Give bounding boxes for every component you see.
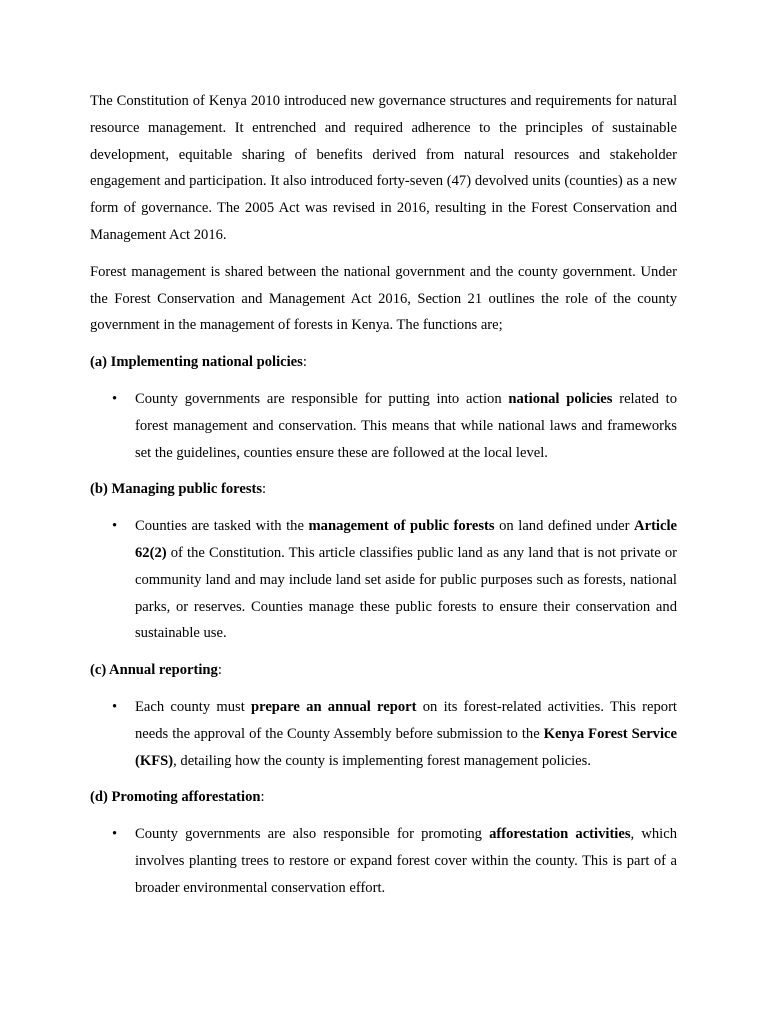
intro-paragraph-2: Forest management is shared between the national government and the county government. Under the Forest Conservation and Management Act 2016, Section 21 outlines the role of the county government in the management of forests in Kenya. The functions are; <box>90 263 677 334</box>
bullet-list-c <box>90 694 677 774</box>
section-heading-c <box>90 657 677 684</box>
bullet-icon: • <box>112 698 118 715</box>
text-run: Each county must <box>135 698 251 715</box>
text-run: Counties are tasked with the <box>135 518 309 535</box>
text-run: on its forest-related activities. This report needs the approval of the County Assembly before submission to the <box>135 698 677 742</box>
text-run: , detailing how the county is implementing forest management policies. <box>173 752 591 769</box>
text-run: of the Constitution. This article classifies public land as any land that is not private or community land and may include land set aside for public purposes such as forests, national parks, or reserves. Counties manage these public forests to ensure their conservation and sustainable use. <box>135 544 677 642</box>
text-run: County governments are also responsible for promoting <box>135 826 490 843</box>
section-heading-a <box>90 349 677 376</box>
list-item <box>112 694 677 774</box>
text-run: on land defined under <box>494 518 635 535</box>
text-run: related to forest management and conservation. This means that while national laws and frameworks set the guidelines, counties ensure these are followed at the local level. <box>135 390 678 461</box>
bold-text-run: afforestation activities <box>489 826 631 843</box>
bold-text-run: prepare an annual report <box>251 698 417 715</box>
section-heading-b-text: (b) Managing public forests <box>90 481 263 498</box>
section-heading-b <box>90 476 677 503</box>
bullet-list-d <box>90 821 677 901</box>
bullet-icon: • <box>112 826 118 843</box>
list-item <box>112 821 677 901</box>
bullet-list-a <box>90 386 677 466</box>
list-item <box>112 513 677 647</box>
section-heading-c-text: (c) Annual reporting <box>90 662 218 679</box>
bold-text-run: Kenya Forest Service (KFS) <box>135 725 677 769</box>
bold-text-run: management of public forests <box>308 518 495 535</box>
document-page <box>90 88 677 912</box>
section-heading-d-text: (d) Promoting afforestation <box>90 789 261 806</box>
bold-text-run: Article 62(2) <box>135 518 677 561</box>
section-heading-b-colon: : <box>262 481 267 498</box>
bullet-list-b <box>90 513 677 647</box>
intro-paragraph-1: The Constitution of Kenya 2010 introduced new governance structures and requirements for natural resource management. It entrenched and required adherence to the principles of sustainable development, equitable sharing of benefits derived from natural resources and stakeholder engagement and participation. It also introduced forty-seven (47) devolved units (counties) as a new form of governance. The 2005 Act was revised in 2016, resulting in the Forest Conservation and Management Act 2016. <box>90 93 677 243</box>
section-heading-a-text: (a) Implementing national policies <box>90 354 303 371</box>
bullet-icon: • <box>112 390 118 407</box>
section-heading-c-colon: : <box>217 662 222 679</box>
section-heading-d-colon: : <box>260 789 265 806</box>
bullet-icon: • <box>112 518 118 535</box>
section-heading-a-colon: : <box>302 354 307 371</box>
section-heading-d <box>90 784 677 811</box>
text-run: County governments are responsible for putting into action <box>135 390 509 407</box>
list-item <box>112 386 678 466</box>
text-run: , which involves planting trees to restore or expand forest cover within the county. This is part of a broader environmental conservation effort. <box>135 826 677 896</box>
bold-text-run: national policies <box>508 390 613 407</box>
